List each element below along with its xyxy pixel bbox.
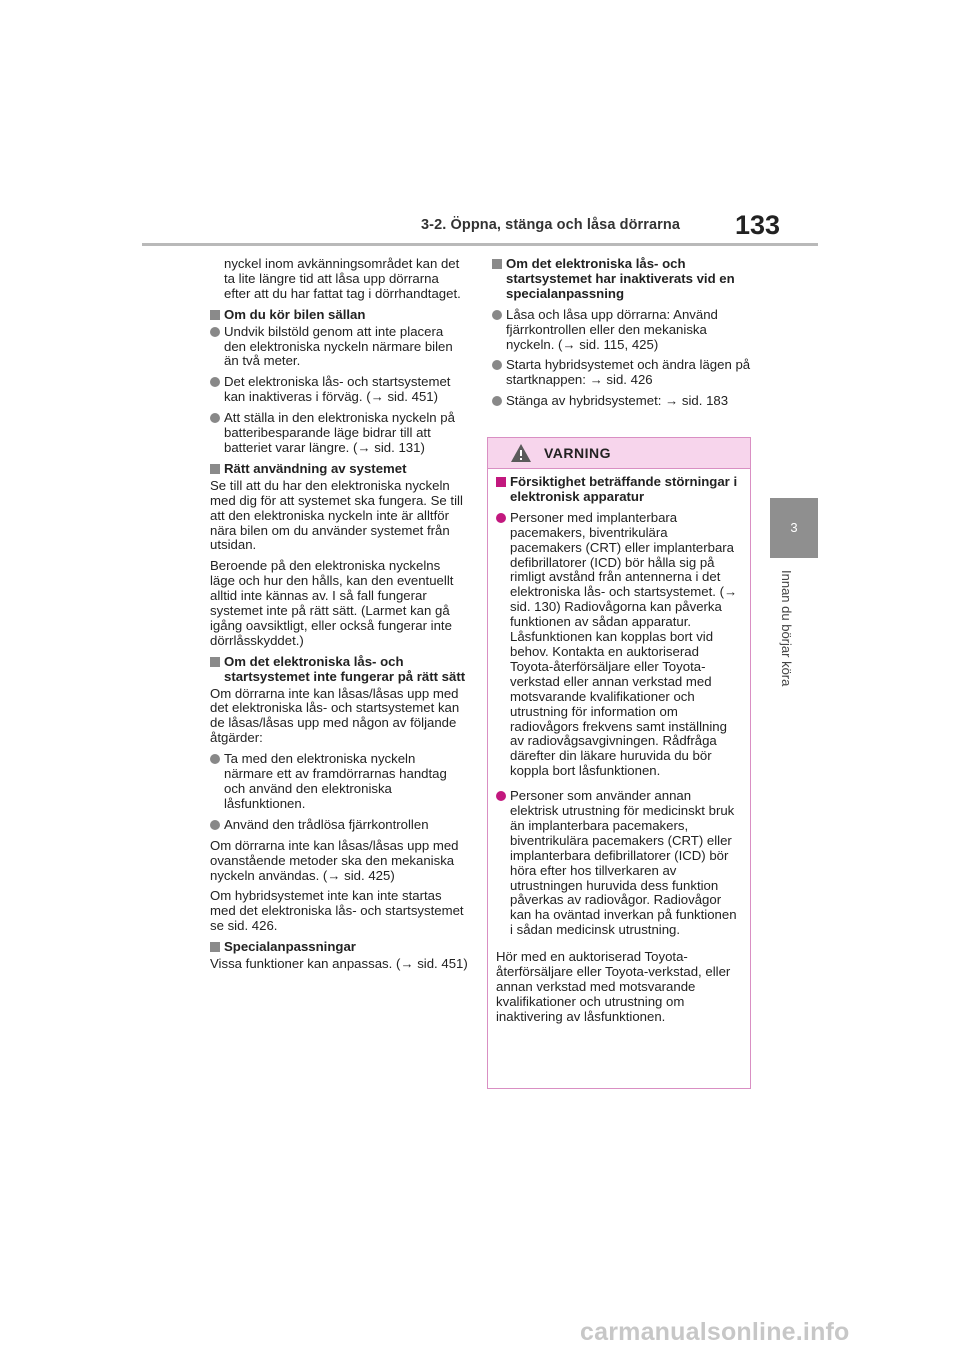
bullet-icon [492,310,502,320]
bullet-icon [492,360,502,370]
warning-title: VARNING [544,445,612,461]
bullet-icon [210,377,220,387]
list-item: Låsa och låsa upp dörrarna: Använd fjärrkontrollen eller den mekaniska nyckeln. (→ sid. 115, 425) [492,308,754,353]
paragraph: Om dörrarna inte kan låsas/låsas upp med ovanstående metoder ska den mekaniska nyckeln användas. (→ sid. 425) [210,837,459,883]
square-bullet-icon [492,259,502,269]
bullet-icon [496,791,506,801]
section-heading: Rätt användning av systemet [210,462,468,477]
section-title: 3-2. Öppna, stänga och låsa dörrarna [421,217,681,233]
list-item: Det elektroniska lås- och startsystemet kan inaktiveras i förväg. (→ sid. 451) [210,375,468,405]
header-divider [142,243,818,246]
bullet-icon [210,754,220,764]
list-item: Att ställa in den elektroniska nyckeln på batteribesparande läge bidrar till att batteriet varar längre. (→ sid. 131) [210,411,468,456]
list-item: Personer med implanterbara pacemakers, biventrikulära pacemakers (CRT) eller implanterbara defibrillatorer (ICD) bör hålla sig på rimligt avstånd från antennerna i det elektroniska lås- och startsystemet. (→ sid. 130) Radiovågorna kan påverka funktionen av sådan apparatur. Låsfunktionen kan kopplas bort vid behov. Kontakta en auktoriserad Toyota-återförsäljare eller Toyota-verkstad eller annan verkstad med motsvarande kvalifikationer och utrustning för information om radiovågors frekvens samt inställning av radiovågsavgivningen. Rådfråga därefter din läkare huruvida du bör koppla bort låsfunktionen. [496,511,743,779]
page-number: 133 [735,210,781,240]
paragraph: nyckel inom avkänningsområdet kan det ta lite längre tid att låsa upp dörrarna efter att du har fattat tag i dörrhandtaget. [224,256,461,301]
warning-box [487,437,751,1089]
chapter-tab: 3 [770,498,818,558]
right-column [492,257,754,415]
list-item: Stänga av hybridsystemet: → sid. 183 [492,394,754,409]
square-bullet-icon [210,464,220,474]
list-item: Starta hybridsystemet och ändra lägen på startknappen: → sid. 426 [492,358,754,388]
bullet-icon [210,413,220,423]
warning-header [488,438,750,469]
paragraph: Se till att du har den elektroniska nyckeln med dig för att systemet ska fungera. Se till att den elektroniska nyckeln inte är alltför nära bilen om du använder systemet från utsidan. [210,477,463,553]
square-bullet-icon [496,477,506,487]
left-column [210,257,468,978]
chapter-label: Innan du börjar köra [779,570,794,687]
section-heading: Om det elektroniska lås- och startsystemet inte fungerar på rätt sätt [210,655,468,685]
list-item: Undvik bilstöld genom att inte placera den elektroniska nyckeln närmare bilen än två meter. [210,325,468,370]
list-item: Använd den trådlösa fjärrkontrollen [210,818,468,833]
warning-triangle-icon [510,443,532,463]
square-bullet-icon [210,942,220,952]
watermark: carmanualsonline.info [580,1318,850,1346]
section-heading: Om det elektroniska lås- och startsystemet har inaktiverats vid en specialanpassning [492,257,754,302]
square-bullet-icon [210,657,220,667]
section-heading: Specialanpassningar [210,940,468,955]
paragraph: Om dörrarna inte kan låsas/låsas upp med det elektroniska lås- och startsystemet kan de låsas/låsas upp med någon av följande åtgärder: [210,685,460,746]
paragraph: Hör med en auktoriserad Toyota-återförsäljare eller Toyota-verkstad, eller annan verkstad med motsvarande kvalifikationer och utrustning om inaktivering av låsfunktionen. [496,949,731,1024]
bullet-icon [492,396,502,406]
warning-body [488,469,750,1025]
warning-heading: Försiktighet beträffande störningar i elektronisk apparatur [496,475,743,505]
paragraph: Om hybridsystemet inte kan inte startas med det elektroniska lås- och startsystemet se sid. 426. [210,888,464,934]
bullet-icon [210,327,220,337]
paragraph: Vissa funktioner kan anpassas. (→ sid. 451) [210,956,468,972]
paragraph: Beroende på den elektroniska nyckelns läge och hur den hålls, kan den eventuellt alltid inte kännas av. I så fall fungerar systemet inte på rätt sätt. (Larmet kan gå igång oavsiktligt, eller också fungerar inte dörrlåsskyddet.) [210,558,454,648]
bullet-icon [496,513,506,523]
square-bullet-icon [210,310,220,320]
list-item: Ta med den elektroniska nyckeln närmare ett av framdörrarnas handtag och använd den elektroniska låsfunktionen. [210,752,468,812]
list-item: Personer som använder annan elektrisk utrustning för medicinskt bruk än implanterbara pacemakers, biventrikulära pacemakers (CRT) eller implanterbara defibrillatorer (ICD) bör höra efter hos tillverkaren av utrustningen huruvida dess funktion påverkas av radiovågor. Radiovågor kan ha oväntad inverkan på funktionen i sådan medicinsk utrustning. [496,789,743,938]
section-heading: Om du kör bilen sällan [210,308,468,323]
bullet-icon [210,820,220,830]
